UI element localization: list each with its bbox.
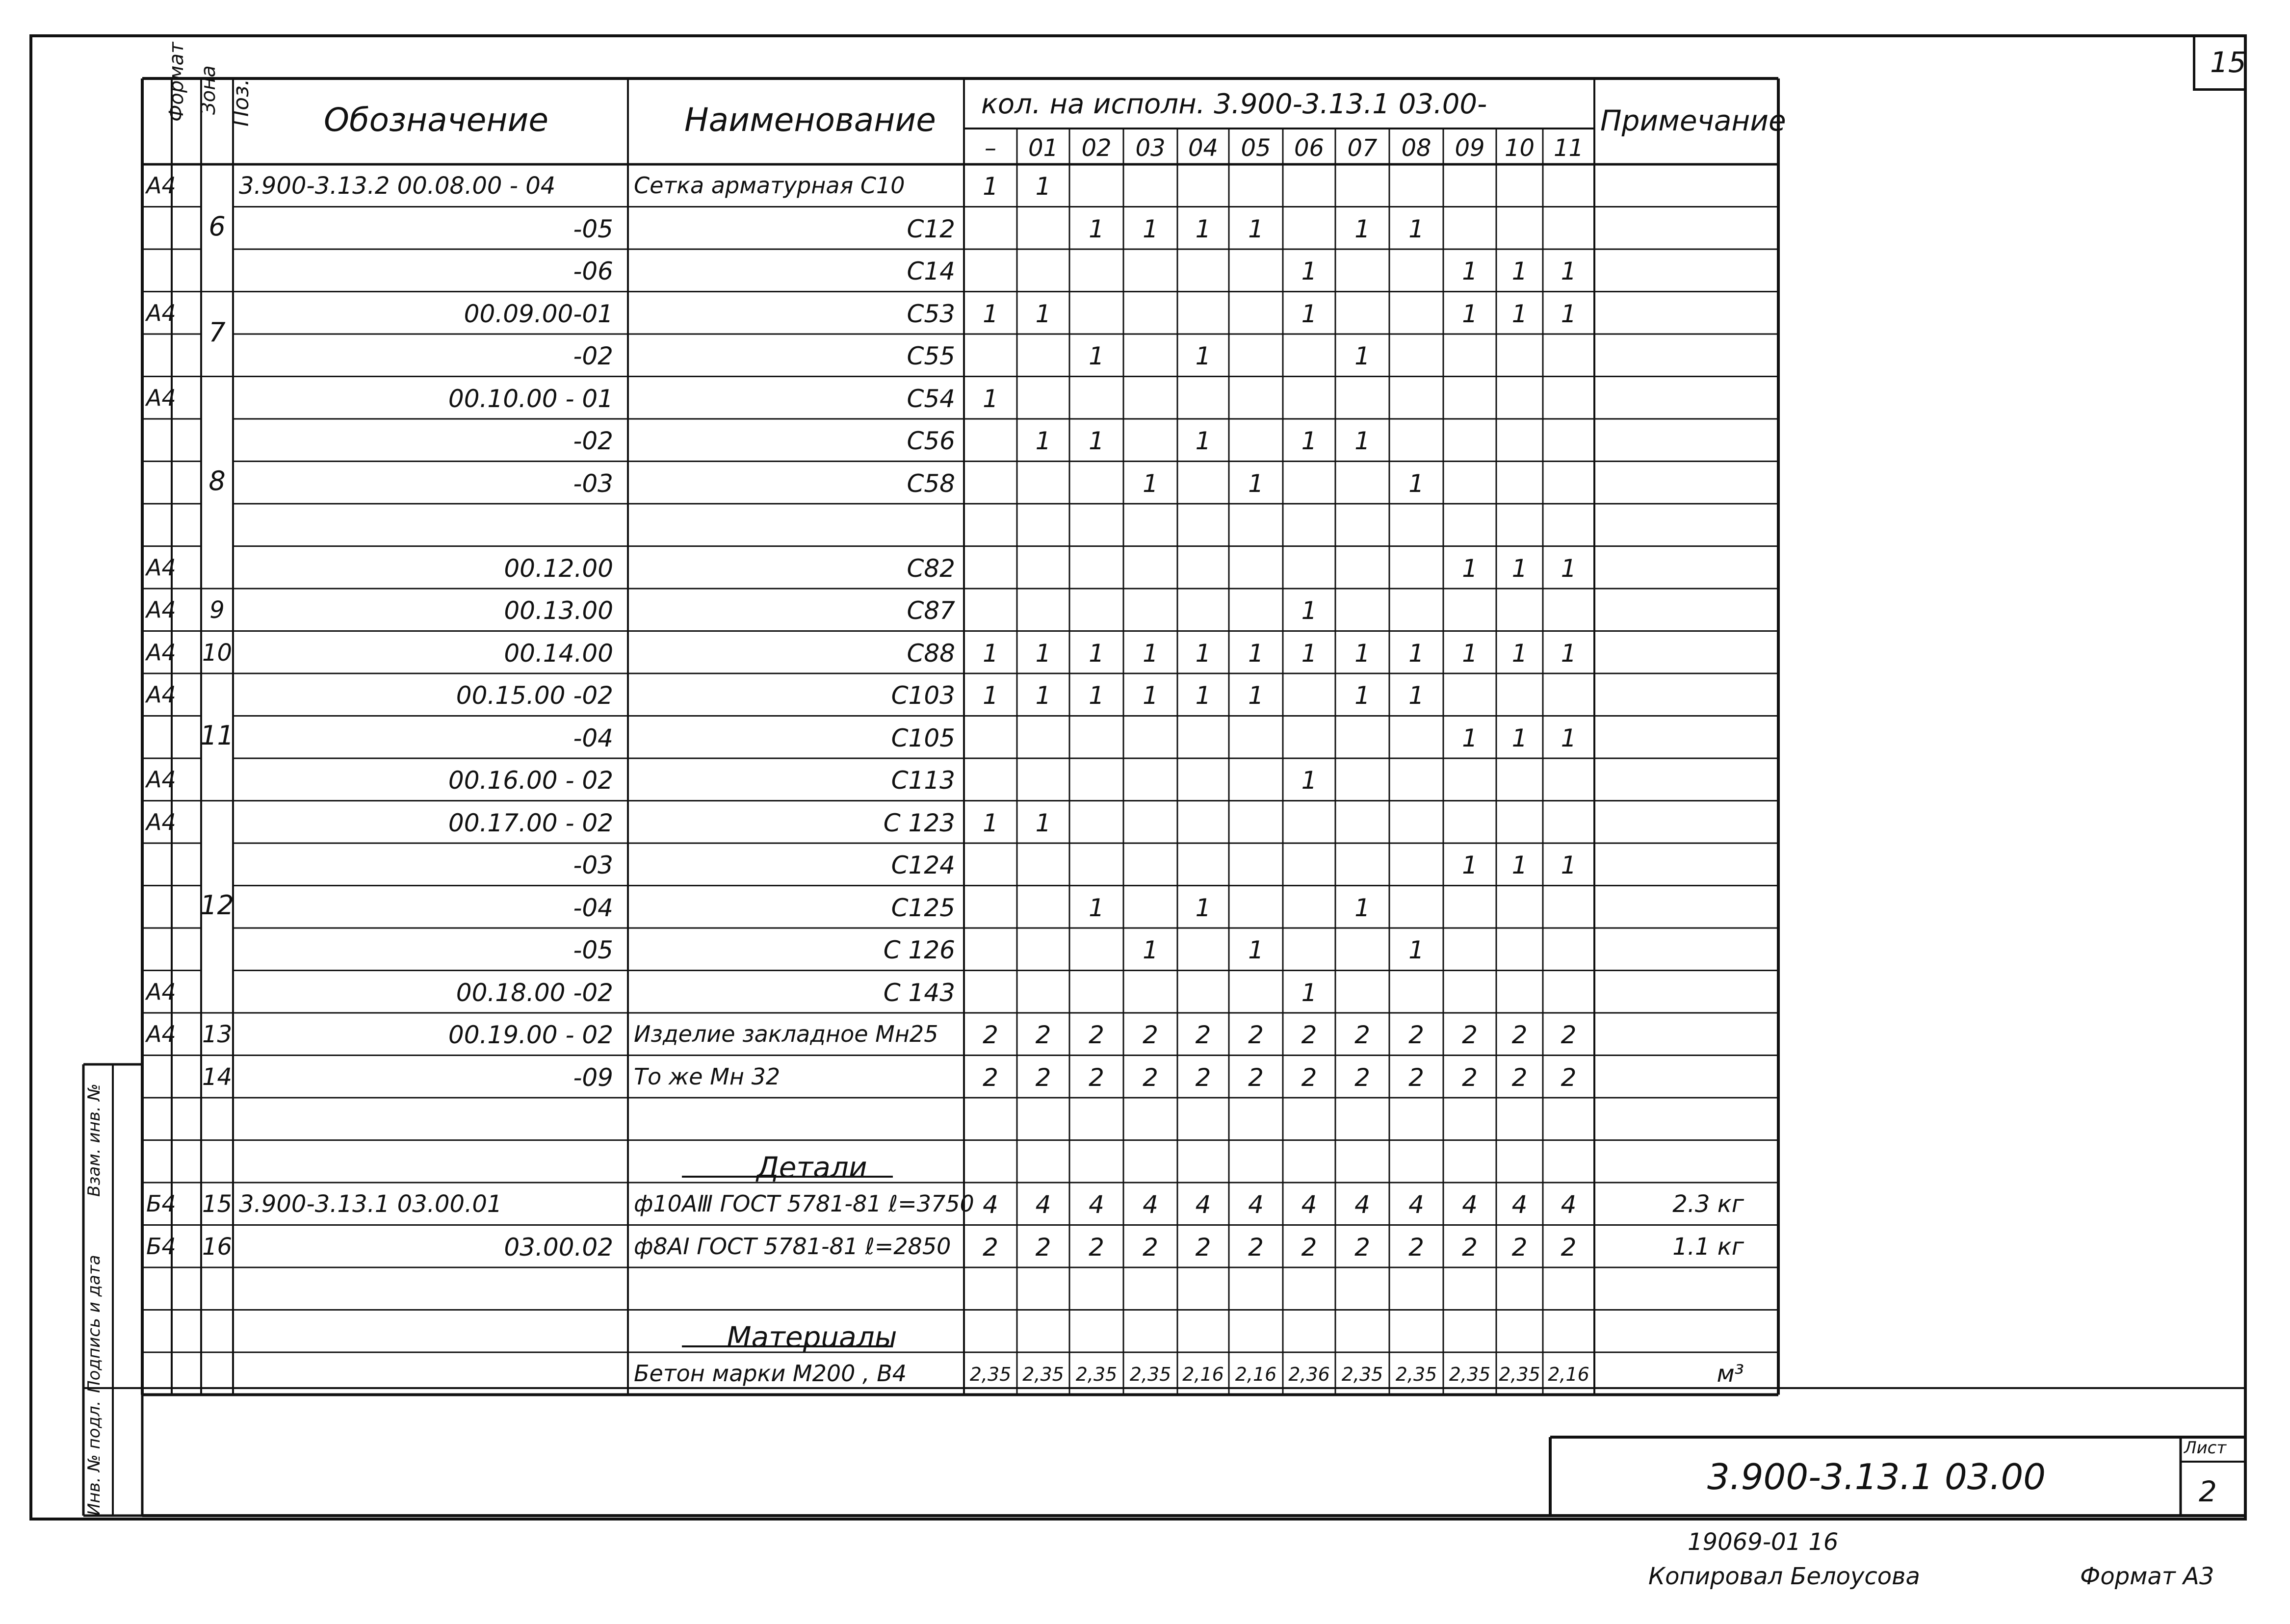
variant-header-0: – [985,134,996,162]
qty-cell: 2 [1462,1233,1478,1262]
name-cell: С113 [891,766,955,795]
qty-cell: 2 [1462,1021,1478,1049]
qty-cell: 1 [1035,808,1051,837]
qty-cell: 1 [1089,427,1104,455]
qty-cell: 2,35 [1075,1364,1118,1385]
qty-cell: 1 [1301,978,1317,1007]
qty-cell: 2 [1248,1233,1264,1262]
designation-cell: -05 [573,936,613,964]
stamp-signature-date: Подпись и дата [84,1255,104,1393]
qty-cell: 1 [1089,214,1104,243]
name-cell: С 123 [883,808,955,837]
qty-cell: 4 [1561,1190,1577,1219]
qty-cell: 2 [1408,1021,1424,1049]
qty-cell: 1 [1511,257,1528,285]
qty-cell: 1 [1462,554,1478,583]
name-cell: С54 [907,384,955,413]
qty-cell: 1 [1143,936,1158,964]
variant-header-10: 10 [1504,134,1535,162]
name-cell: То же Мн 32 [634,1063,781,1090]
note-cell: 2.3 кг [1672,1190,1744,1218]
qty-cell: 2,36 [1288,1364,1330,1385]
qty-cell: 2 [1195,1063,1211,1092]
designation-cell: 00.18.00 -02 [456,978,613,1007]
designation-cell: -09 [573,1063,613,1092]
qty-cell: 1 [1561,851,1577,879]
name-cell: ф8АⅠ ГОСТ 5781-81 ℓ=2850 [634,1233,951,1260]
qty-cell: 2 [1248,1021,1264,1049]
qty-cell: 2,35 [1129,1364,1171,1385]
qty-cell: 1 [1143,681,1158,710]
qty-cell: 1 [1143,639,1158,668]
name-cell: С56 [907,427,955,455]
qty-cell: 2 [1561,1021,1577,1049]
qty-cell: 4 [1462,1190,1478,1219]
section-heading: Детали [756,1150,867,1184]
qty-cell: 2 [1408,1233,1424,1262]
qty-cell: 2 [1408,1063,1424,1092]
header-format: Формат [165,42,188,122]
qty-cell: 1 [1511,851,1528,879]
qty-cell: 2 [1561,1063,1577,1092]
designation-cell: 00.15.00 -02 [456,681,613,710]
format-cell: А4 [146,681,176,708]
qty-cell: 1 [1089,639,1104,668]
qty-cell: 1 [1089,342,1104,370]
format-cell: А4 [146,639,176,666]
qty-cell: 2 [1511,1021,1528,1049]
designation-cell: 00.12.00 [504,554,613,583]
name-cell: С58 [907,469,955,498]
qty-cell: 2 [1143,1063,1158,1092]
position-cell: 16 [202,1233,233,1261]
variant-header-4: 04 [1188,134,1219,162]
variant-header-8: 08 [1401,134,1431,162]
qty-cell: 2 [1301,1063,1317,1092]
format-cell: А4 [146,384,176,411]
qty-cell: 4 [1511,1190,1528,1219]
name-cell: С88 [907,639,955,668]
variant-header-3: 03 [1135,134,1166,162]
qty-cell: 4 [1143,1190,1158,1219]
qty-cell: 1 [1561,299,1577,328]
qty-cell: 2 [983,1063,998,1092]
stamp-original-inv: Инв. № подл. [84,1400,104,1516]
qty-cell: 1 [1301,257,1317,285]
stamp-replace-inv: Взам. инв. № [84,1083,104,1197]
qty-cell: 2 [1089,1063,1104,1092]
designation-cell: 00.17.00 - 02 [448,808,613,837]
header-qty-group: кол. на исполн. 3.900-3.13.1 03.00- [981,88,1487,120]
designation-cell: -02 [573,342,613,370]
qty-cell: 2 [1248,1063,1264,1092]
designation-cell: 3.900-3.13.2 00.08.00 - 04 [239,172,556,200]
designation-cell: 00.13.00 [504,596,613,625]
qty-cell: 2 [983,1021,998,1049]
name-cell: С53 [907,299,955,328]
qty-cell: 2 [1195,1233,1211,1262]
qty-cell: 1 [1195,214,1211,243]
qty-cell: 4 [1354,1190,1370,1219]
qty-cell: 1 [1354,893,1370,922]
qty-cell: 4 [1035,1190,1051,1219]
header-designation: Обозначение [324,101,548,139]
qty-cell: 1 [1248,214,1264,243]
qty-cell: 1 [1195,427,1211,455]
qty-cell: 1 [1354,214,1370,243]
qty-cell: 4 [1195,1190,1211,1219]
designation-cell: -03 [573,851,613,879]
qty-cell: 1 [1408,639,1424,668]
format-cell: А4 [146,1021,176,1047]
position-group-label: 11 [200,720,234,751]
qty-cell: 2 [1561,1233,1577,1262]
qty-cell: 2 [1195,1021,1211,1049]
qty-cell: 1 [1408,469,1424,498]
format-cell: А4 [146,808,176,835]
qty-cell: 1 [1035,427,1051,455]
qty-cell: 1 [1248,469,1264,498]
section-heading: Матерuалы [727,1320,897,1354]
qty-cell: 1 [1511,299,1528,328]
position-cell: 13 [202,1021,233,1048]
qty-cell: 1 [1035,299,1051,328]
format-cell: Б4 [146,1190,176,1217]
format-cell: А4 [146,172,176,199]
qty-cell: 1 [1143,214,1158,243]
qty-cell: 4 [1248,1190,1264,1219]
designation-cell: 03.00.02 [504,1233,613,1262]
qty-cell: 1 [1143,469,1158,498]
position-cell: 10 [202,639,233,667]
qty-cell: 1 [1354,427,1370,455]
name-cell: С125 [891,893,955,922]
qty-cell: 2 [1354,1063,1370,1092]
qty-cell: 2 [1143,1021,1158,1049]
position-group-label: 7 [208,317,226,348]
qty-cell: 2,35 [1395,1364,1437,1385]
qty-cell: 2 [1301,1021,1317,1049]
qty-cell: 2,16 [1182,1364,1224,1385]
qty-cell: 4 [1089,1190,1104,1219]
qty-cell: 1 [1301,299,1317,328]
variant-header-6: 06 [1294,134,1325,162]
qty-cell: 2 [1035,1063,1051,1092]
corner-page-number: 15 [2210,46,2246,79]
position-cell: 14 [202,1063,233,1091]
qty-cell: 1 [1301,427,1317,455]
qty-cell: 2 [1511,1063,1528,1092]
note-cell: м³ [1717,1360,1744,1388]
qty-cell: 1 [1561,723,1577,752]
qty-cell: 4 [1408,1190,1424,1219]
qty-cell: 2 [1035,1021,1051,1049]
footer-format: Формат А3 [2080,1563,2214,1590]
qty-cell: 1 [983,384,998,413]
position-group-label: 12 [200,889,234,921]
qty-cell: 2 [1511,1233,1528,1262]
qty-cell: 1 [1301,639,1317,668]
qty-cell: 2 [1354,1233,1370,1262]
qty-cell: 2,35 [1022,1364,1064,1385]
name-cell: С87 [907,596,955,625]
qty-cell: 2 [983,1233,998,1262]
name-cell: С 143 [883,978,955,1007]
qty-cell: 1 [1248,681,1264,710]
qty-cell: 1 [1354,639,1370,668]
header-note: Примечание [1600,104,1786,137]
qty-cell: 1 [1511,723,1528,752]
qty-cell: 1 [1561,639,1577,668]
qty-cell: 1 [1035,681,1051,710]
qty-cell: 1 [1408,936,1424,964]
qty-cell: 2 [1143,1233,1158,1262]
designation-cell: 00.09.00-01 [464,299,613,328]
qty-cell: 1 [1408,681,1424,710]
variant-header-5: 05 [1241,134,1271,162]
qty-cell: 1 [1195,342,1211,370]
qty-cell: 1 [1089,893,1104,922]
format-cell: А4 [146,978,176,1005]
name-cell: С12 [907,214,955,243]
name-cell: С105 [891,723,955,752]
designation-cell: 00.14.00 [504,639,613,668]
format-cell: А4 [146,554,176,581]
qty-cell: 2,16 [1235,1364,1277,1385]
title-block-sheet-label: Лист [2184,1438,2227,1458]
qty-cell: 2,35 [1499,1364,1540,1385]
qty-cell: 1 [1561,554,1577,583]
qty-cell: 1 [1301,766,1317,795]
qty-cell: 1 [1248,639,1264,668]
designation-cell: -04 [573,893,613,922]
variant-header-1: 01 [1028,134,1059,162]
qty-cell: 1 [1195,681,1211,710]
qty-cell: 2 [1089,1021,1104,1049]
name-cell: Изделие закладное Мн25 [634,1021,938,1047]
variant-header-7: 07 [1347,134,1378,162]
qty-cell: 1 [1248,936,1264,964]
format-cell: А4 [146,596,176,623]
name-cell: Сетка арматурная С10 [634,172,905,199]
designation-cell: -06 [573,257,613,285]
qty-cell: 1 [1462,257,1478,285]
qty-cell: 1 [1035,172,1051,201]
name-cell: С103 [891,681,955,710]
name-cell: С124 [891,851,955,879]
designation-cell: 00.10.00 - 01 [448,384,613,413]
qty-cell: 2,35 [1341,1364,1383,1385]
designation-cell: -05 [573,214,613,243]
qty-cell: 1 [1462,299,1478,328]
qty-cell: 1 [983,172,998,201]
qty-cell: 1 [983,681,998,710]
title-block-sheet-number: 2 [2199,1475,2217,1508]
footer-copied-by: Копировал Белоусова [1648,1563,1920,1590]
position-group-label: 8 [208,465,226,496]
title-block-code: 3.900-3.13.1 03.00 [1707,1456,2046,1497]
format-cell: А4 [146,766,176,793]
header-pos: Поз. [229,78,254,127]
variant-header-11: 11 [1553,134,1584,162]
designation-cell: 00.19.00 - 02 [448,1021,613,1049]
qty-cell: 2 [1035,1233,1051,1262]
qty-cell: 1 [1408,214,1424,243]
qty-cell: 2,35 [969,1364,1012,1385]
position-cell: 9 [209,596,225,624]
qty-cell: 1 [1354,681,1370,710]
name-cell: С55 [907,342,955,370]
qty-cell: 1 [1462,723,1478,752]
qty-cell: 1 [1511,639,1528,668]
position-group-label: 6 [208,210,226,242]
qty-cell: 1 [1195,639,1211,668]
qty-cell: 2,16 [1548,1364,1589,1385]
qty-cell: 4 [983,1190,998,1219]
qty-cell: 1 [1089,681,1104,710]
name-cell: ф10АⅢ ГОСТ 5781-81 ℓ=3750 [634,1190,974,1217]
qty-cell: 1 [1462,851,1478,879]
header-name: Наименование [684,101,936,139]
name-cell: С14 [907,257,955,285]
name-cell: Бетон марки М200 , В4 [634,1360,907,1387]
qty-cell: 1 [1301,596,1317,625]
qty-cell: 1 [983,639,998,668]
qty-cell: 1 [1035,639,1051,668]
qty-cell: 2 [1462,1063,1478,1092]
format-cell: Б4 [146,1233,176,1260]
note-cell: 1.1 кг [1672,1233,1744,1261]
qty-cell: 1 [1354,342,1370,370]
qty-cell: 1 [1195,893,1211,922]
designation-cell: -03 [573,469,613,498]
qty-cell: 2 [1301,1233,1317,1262]
qty-cell: 1 [1511,554,1528,583]
qty-cell: 2,35 [1449,1364,1491,1385]
qty-cell: 1 [1462,639,1478,668]
variant-header-2: 02 [1081,134,1112,162]
header-zone: Зона [197,65,220,115]
variant-header-9: 09 [1455,134,1485,162]
qty-cell: 2 [1089,1233,1104,1262]
qty-cell: 1 [983,808,998,837]
qty-cell: 1 [1561,257,1577,285]
qty-cell: 4 [1301,1190,1317,1219]
designation-cell: 00.16.00 - 02 [448,766,613,795]
qty-cell: 1 [983,299,998,328]
qty-cell: 2 [1354,1021,1370,1049]
name-cell: С82 [907,554,955,583]
position-cell: 15 [202,1190,233,1218]
designation-cell: -02 [573,427,613,455]
name-cell: С 126 [883,936,955,964]
designation-cell: -04 [573,723,613,752]
format-cell: А4 [146,299,176,326]
designation-cell: 3.900-3.13.1 03.00.01 [239,1190,502,1218]
footer-order-number: 19069-01 16 [1688,1528,1839,1556]
